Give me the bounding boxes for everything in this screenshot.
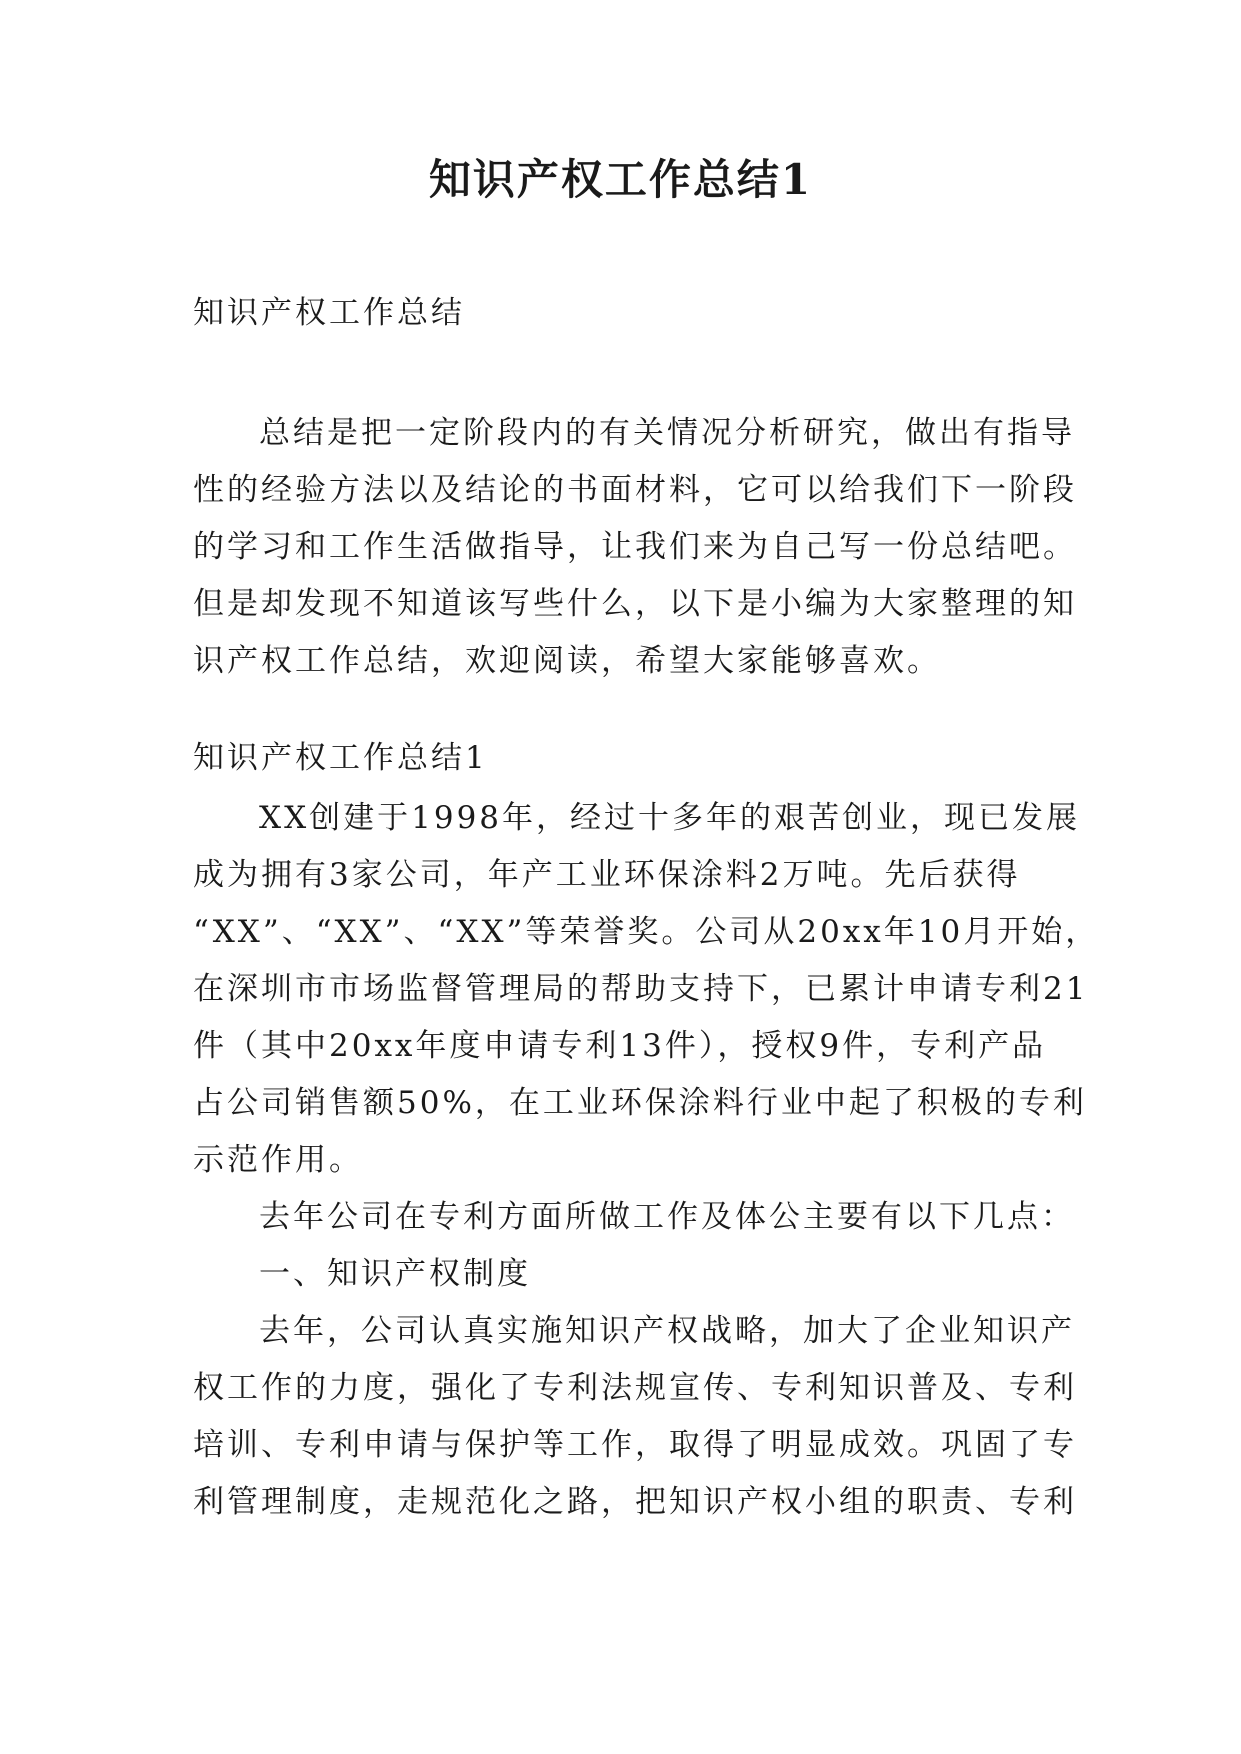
paragraph-line: 总结是把一定阶段内的有关情况分析研究，做出有指导 xyxy=(259,415,1075,451)
document-title: 知识产权工作总结1 xyxy=(428,155,813,204)
paragraph-line: 示范作用。 xyxy=(193,1142,363,1178)
paragraph-line: 识产权工作总结，欢迎阅读，希望大家能够喜欢。 xyxy=(193,643,941,679)
paragraph-line: “XX”、“XX”、“XX”等荣誉奖。公司从20xx年10月开始， xyxy=(193,914,1100,950)
paragraph-line: 在深圳市市场监督管理局的帮助支持下，已累计申请专利21 xyxy=(193,971,1089,1007)
paragraph-line: 去年公司在专利方面所做工作及体公主要有以下几点： xyxy=(259,1199,1075,1235)
paragraph-line: XX创建于1998年，经过十多年的艰苦创业，现已发展 xyxy=(259,800,1081,836)
paragraph-line: 但是却发现不知道该写些什么，以下是小编为大家整理的知 xyxy=(193,586,1077,622)
section-heading-line: 知识产权工作总结1 xyxy=(193,740,488,776)
body-paragraphs xyxy=(193,790,1100,1531)
paragraph-line: 权工作的力度，强化了专利法规宣传、专利知识普及、专利 xyxy=(193,1370,1077,1406)
paragraph-line: 成为拥有3家公司，年产工业环保涂料2万吨。先后获得 xyxy=(193,857,1021,893)
paragraph-line: 性的经验方法以及结论的书面材料，它可以给我们下一阶段 xyxy=(193,472,1077,508)
paragraph-line: 培训、专利申请与保护等工作，取得了明显成效。巩固了专 xyxy=(193,1427,1077,1463)
paragraph-line: 占公司销售额50%，在工业环保涂料行业中起了积极的专利 xyxy=(193,1085,1087,1121)
section-heading xyxy=(193,730,1055,787)
paragraph-line: 利管理制度，走规范化之路，把知识产权小组的职责、专利 xyxy=(193,1484,1077,1520)
document-subtitle xyxy=(193,285,1055,342)
paragraph-line: 去年，公司认真实施知识产权战略，加大了企业知识产 xyxy=(259,1313,1075,1349)
list-heading: 一、知识产权制度 xyxy=(259,1256,531,1292)
paragraph-line: 件（其中20xx年度申请专利13件），授权9件，专利产品 xyxy=(193,1028,1047,1064)
intro-paragraph xyxy=(193,405,1077,690)
subtitle-line: 知识产权工作总结 xyxy=(193,295,465,331)
paragraph-line: 的学习和工作生活做指导，让我们来为自己写一份总结吧。 xyxy=(193,529,1077,565)
